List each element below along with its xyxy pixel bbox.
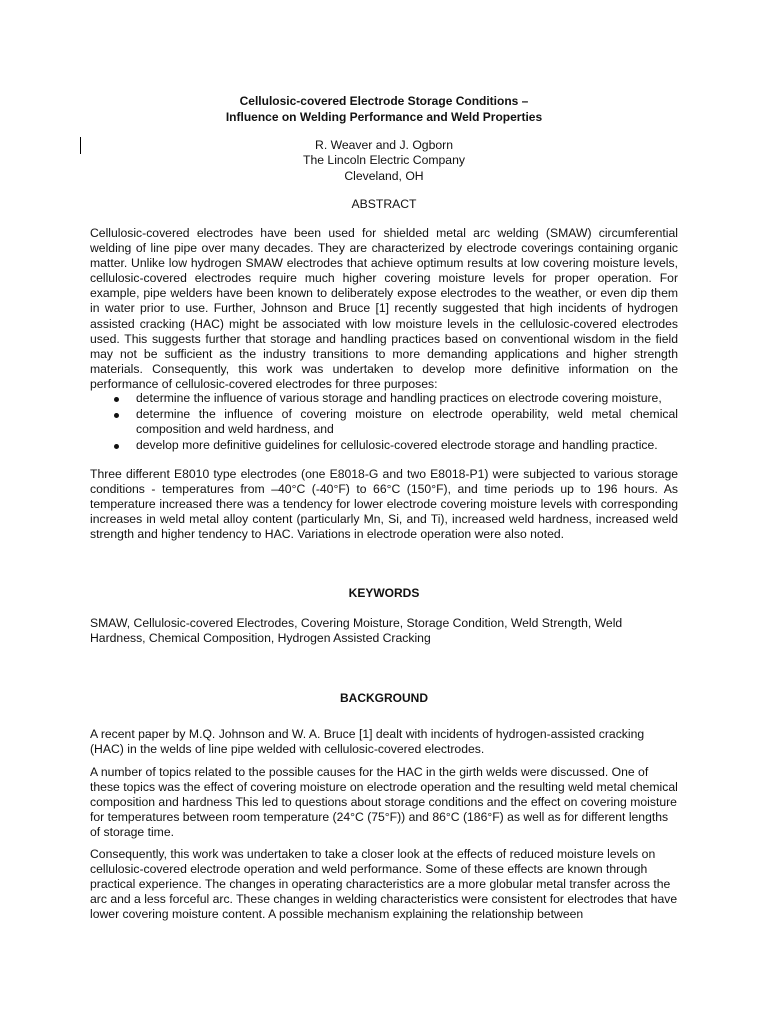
bullet-icon: [114, 413, 119, 418]
paper-title: [90, 94, 678, 125]
keywords-heading: KEYWORDS: [348, 586, 420, 600]
bullet-item: [90, 438, 678, 453]
background-heading: BACKGROUND: [340, 691, 428, 705]
bullet-text: determine the influence of covering moisture on electrode operability, weld metal chemical composition and weld hardness, and: [136, 407, 678, 437]
abstract-bullet-list: [90, 391, 678, 454]
abstract-heading: ABSTRACT: [351, 197, 417, 211]
abstract-paragraph-1: Cellulosic-covered electrodes have been used for shielded metal arc welding (SMAW) circumferential welding of line pipe over many decades. They are characterized by electrode coverings containing organic matter. Unlike low hydrogen SMAW electrodes that achieve optimum results at low covering moisture levels, cellulosic-covered electrodes require much higher covering moisture levels for proper operation. For example, pipe welders have been known to deliberately expose electrodes to the weather, or even dip them in water prior to use. Further, Johnson and Bruce [1] recently suggested that high incidents of hydrogen assisted cracking (HAC) might be associated with low moisture levels in the cellulosic-covered electrodes used. This suggests further that storage and handling practices based on conventional wisdom in the field may not be sufficient as the industry transitions to more demanding applications and higher strength materials. Consequently, this work was undertaken to develop more definitive information on the performance of cellulosic-covered electrodes for three purposes:: [90, 226, 678, 391]
background-paragraph-3: Consequently, this work was undertaken to take a closer look at the effects of reduced moisture levels on cellulosic-covered electrode operation and weld performance. Some of these effects are known through practical experience. The changes in operating characteristics are a more globular metal transfer across the arc and a less forceful arc. These changes in welding characteristics were consistent for electrodes that have lower covering moisture content. A possible mechanism explaining the relationship between: [90, 847, 678, 922]
bullet-icon: [114, 397, 119, 402]
background-paragraph-1: A recent paper by M.Q. Johnson and W. A. Bruce [1] dealt with incidents of hydrogen-assisted cracking (HAC) in the welds of line pipe welded with cellulosic-covered electrodes.: [90, 727, 645, 757]
title-line-2: Influence on Welding Performance and Weld Properties: [225, 109, 543, 124]
author-location: Cleveland, OH: [344, 168, 424, 183]
text-cursor: [80, 137, 81, 154]
bullet-item: [90, 407, 678, 437]
bullet-text: develop more definitive guidelines for cellulosic-covered electrode storage and handling practice.: [136, 438, 658, 453]
keywords-text: SMAW, Cellulosic-covered Electrodes, Covering Moisture, Storage Condition, Weld Strength, Weld Hardness, Chemical Composition, Hydrogen Assisted Cracking: [90, 616, 623, 646]
bullet-icon: [114, 444, 119, 449]
author-names: R. Weaver and J. Ogborn: [315, 138, 453, 152]
background-paragraph-2: A number of topics related to the possible causes for the HAC in the girth welds were discussed. One of these topics was the effect of covering moisture on electrode operation and the resulting weld metal chemical composition and hardness This led to questions about storage conditions and the effect on covering moisture for temperatures between room temperature (24°C (75°F)) and 86°C (186°F) as well as for different lengths of storage time.: [90, 765, 678, 840]
author-block: [90, 138, 678, 184]
title-line-1: Cellulosic-covered Electrode Storage Conditions –: [239, 94, 529, 108]
author-company: The Lincoln Electric Company: [303, 153, 465, 168]
bullet-text: determine the influence of various storage and handling practices on electrode covering moisture,: [136, 391, 662, 405]
bullet-item: [90, 391, 678, 406]
abstract-paragraph-2: Three different E8010 type electrodes (one E8018-G and two E8018-P1) were subjected to various storage conditions - temperatures from –40°C (-40°F) to 66°C (150°F), and time periods up to 196 hours. As temperature increased there was a tendency for lower electrode covering moisture levels with corresponding increases in weld metal alloy content (particularly Mn, Si, and Ti), increased weld hardness, increased weld strength and higher tendency to HAC. Variations in electrode operation were also noted.: [90, 467, 678, 542]
